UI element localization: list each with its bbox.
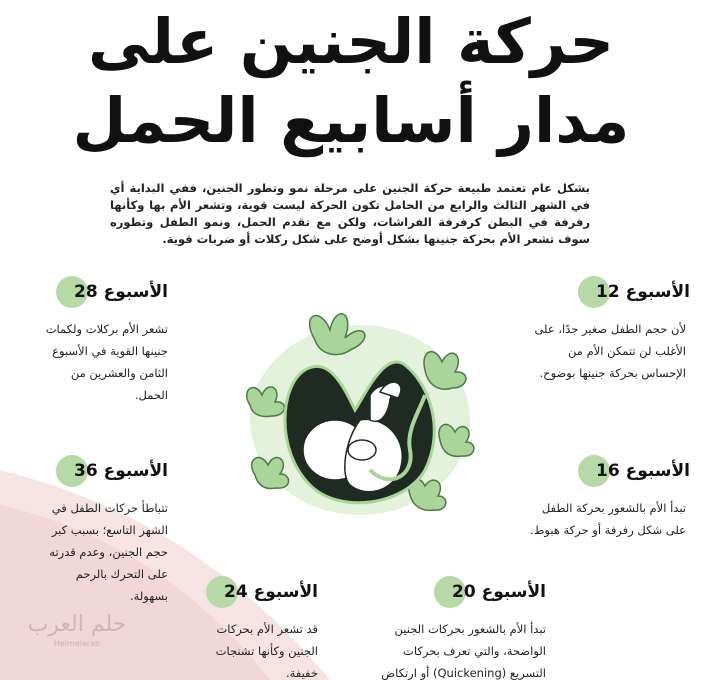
watermark-arabic: حلم العرب [27,612,127,637]
week-24-section [188,576,318,680]
week-24-description: قد تشعر الأم بحركات الجنين وكأنها تشنجات خفيفة. [215,622,318,680]
week-20-label: الأسبوع 20 [451,582,546,602]
title-line-1: حركة الجنين على [87,5,615,78]
week-12-description: لأن حجم الطفل صغير جدًا، على الأغلب لن تتمكن الأم من الإحساس بحركة جنينها بوضوح. [534,322,686,380]
week-36-description: تتباطأ حركات الطفل في الشهر التاسع؛ بسبب كبر حجم الجنين، وعدم قدرته على التحرك بالرحم بسهولة. [49,501,168,603]
week-36-section [40,455,168,607]
week-12-label: الأسبوع 12 [595,282,690,302]
week-20-section [366,576,546,680]
week-20-description: تبدأ الأم بالشعور بحركات الجنين الواضحة، والتي تعرف بحركات التسريع (Quickening) أو ارتكاض [381,622,546,680]
page-title [0,2,702,160]
week-16-section [530,455,690,541]
week-16-description: تبدأ الأم بالشعور بحركة الطفل على شكل رفرفة أو حركة هبوط. [530,501,686,537]
week-28-description: تشعر الأم بركلات ولكمات جنينها القوية في الأسبوع الثامن والعشرين من الحمل. [45,322,168,402]
week-24-label: الأسبوع 24 [223,582,318,602]
week-12-section [530,276,690,384]
watermark-logo [22,612,132,648]
week-28-label: الأسبوع 28 [73,282,168,302]
week-36-label: الأسبوع 36 [73,461,168,481]
week-28-section [40,276,168,406]
intro-paragraph: بشكل عام تعتمد طبيعة حركة الجنين على مرحلة نمو وتطور الجنين، ففي البداية أي في الشهر الثالث والرابع من الحامل تكون الحركة ليست قوية، وتشعر الأم بها وكأنها رفرفة في البطن كرفرفة الفراشات، ولكن مع تقدم الحمل، ونمو الطفل وتطوره سوف تشعر الأم بحركة جنينها بشكل أوضح على شكل ركلات أو ضربات قوية. [110,181,590,246]
fetus-womb-illustration [220,300,490,540]
title-line-2: مدار أسابيع الحمل [72,84,630,157]
week-16-label: الأسبوع 16 [595,461,690,481]
watermark-latin: Helmelarab [53,639,101,648]
